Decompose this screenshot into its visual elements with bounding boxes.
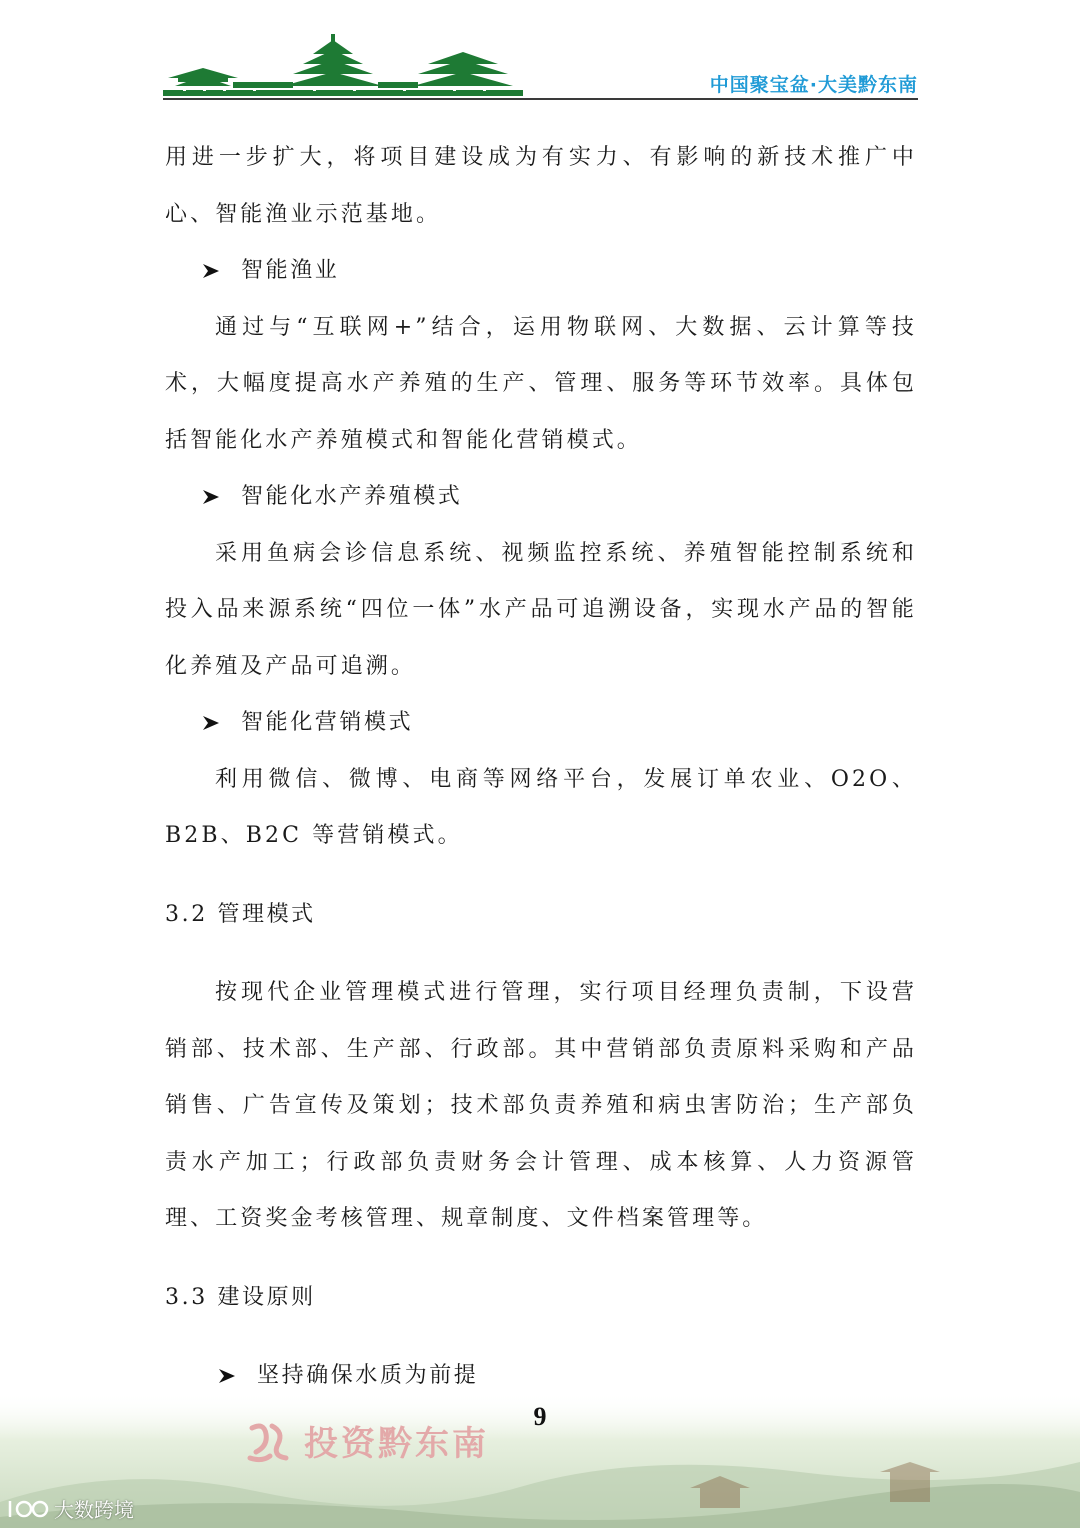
section-heading: 3.2 管理模式: [165, 901, 316, 927]
body-paragraph: 采用鱼病会诊信息系统、视频监控系统、养殖智能控制系统和投入品来源系统“四位一体”水产品可追溯设备，实现水产品的智能化养殖及产品可追溯。: [165, 540, 917, 679]
footer-brand: [244, 1416, 489, 1465]
ice-logo-icon: [6, 1497, 50, 1521]
paragraph-spacer: [165, 865, 917, 887]
right-arrowhead-icon: [217, 1366, 237, 1386]
right-arrowhead-icon: [201, 487, 221, 507]
body-paragraph: 用进一步扩大，将项目建设成为有实力、有影响的新技术推广中心、智能渔业示范基地。: [165, 145, 917, 227]
body-paragraph: 通过与“互联网+”结合，运用物联网、大数据、云计算等技术，大幅度提高水产养殖的生产、管理、服务等环节效率。具体包括智能化水产养殖模式和智能化营销模式。: [165, 314, 917, 453]
header-divider: [163, 98, 918, 100]
header-title: 中国聚宝盆·大美黔东南: [709, 74, 918, 96]
bullet-heading: [165, 469, 917, 526]
right-arrowhead-icon: [201, 713, 221, 733]
bullet-label: 坚持确保水质为前提: [257, 1363, 479, 1388]
red-seal-logo-icon: [244, 1418, 294, 1464]
body-paragraph: 按现代企业管理模式进行管理，实行项目经理负责制，下设营销部、技术部、生产部、行政部。其中营销部负责原料采购和产品销售、广告宣传及策划；技术部负责养殖和病虫害防治；生产部负责水产加工；行政部负责财务会计管理、成本核算、人力资源管理、工资奖金考核管理、规章制度、文件档案管理等。: [165, 980, 917, 1231]
wind-rain-bridge-pagoda-icon: [163, 30, 523, 100]
paragraph-spacer: [165, 1248, 917, 1270]
bullet-heading: [165, 243, 917, 300]
paragraph-spacer: [165, 1326, 917, 1348]
page-header: [163, 30, 918, 102]
bullet-label: 智能渔业: [241, 258, 340, 283]
footer-brand-text: 投资黔东南: [304, 1424, 489, 1464]
page-number: 9: [533, 1402, 547, 1431]
bullet-label: 智能化营销模式: [241, 710, 414, 735]
bullet-label: 智能化水产养殖模式: [241, 484, 463, 509]
document-body: [165, 130, 917, 1405]
watermark-text: 大数跨境: [54, 1498, 134, 1522]
paragraph-spacer: [165, 943, 917, 965]
body-paragraph: 利用微信、微博、电商等网络平台，发展订单农业、O2O、B2B、B2C 等营销模式。: [165, 766, 917, 848]
watermark: [6, 1494, 134, 1523]
right-arrowhead-icon: [201, 261, 221, 281]
bullet-heading: [165, 695, 917, 752]
section-heading: 3.3 建设原则: [165, 1284, 316, 1310]
